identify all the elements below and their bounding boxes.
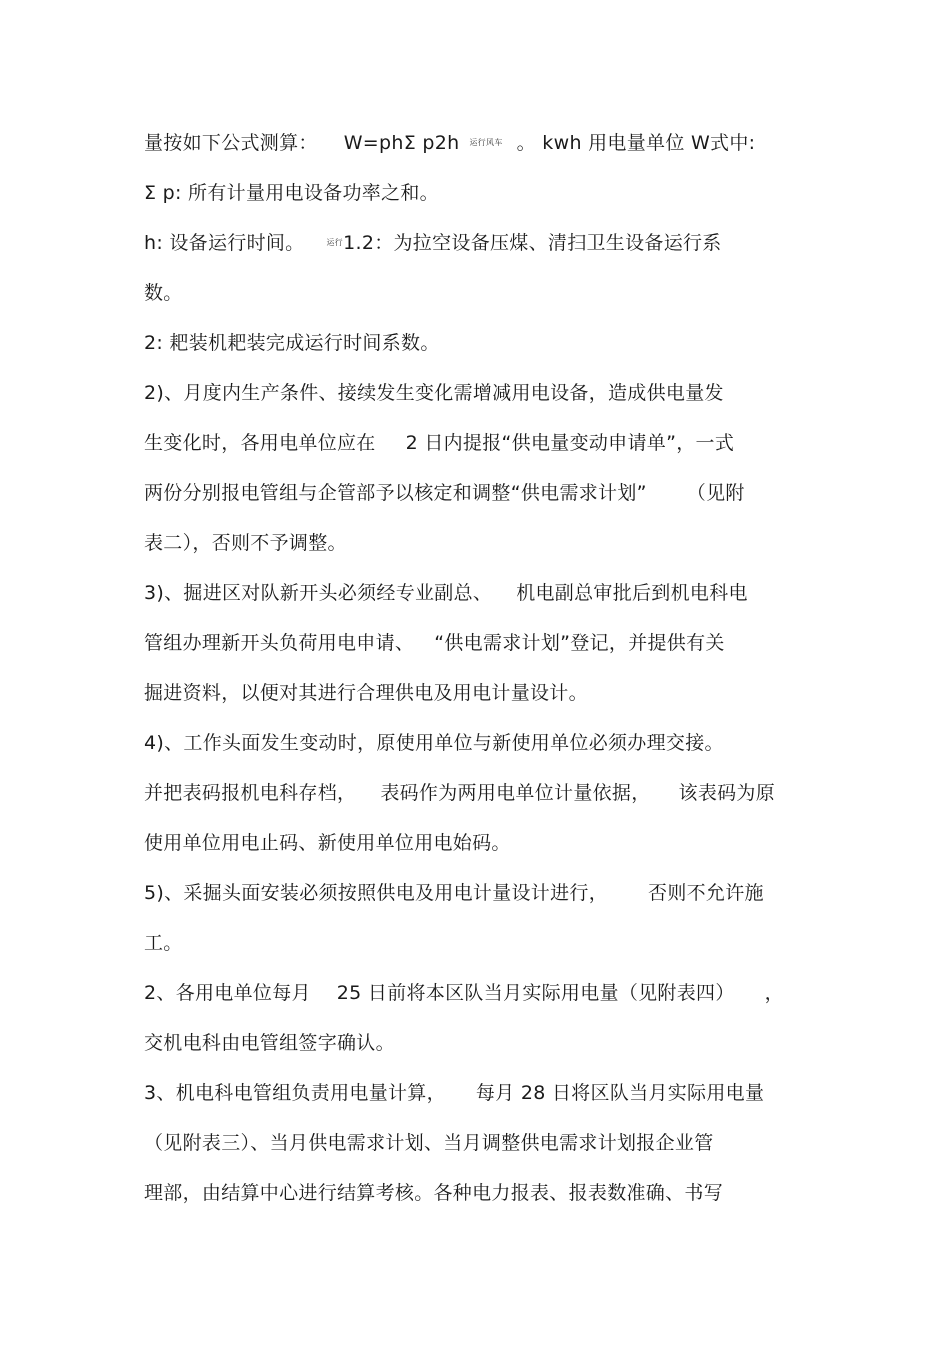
text-line-11 xyxy=(144,628,804,658)
text-segment: 。 kwh 用电量单位 W式中: xyxy=(516,132,756,154)
text-line-14 xyxy=(144,778,804,808)
text-segment: （见附表三）、当月供电需求计划、当月调整供电需求计划报企业管 xyxy=(144,1132,714,1154)
text-segment: 4)、工作头面发生变动时，原使用单位与新使用单位必须办理交接。 xyxy=(144,732,724,754)
text-line-13 xyxy=(144,728,804,758)
text-segment: 2、各用电单位每月 xyxy=(144,982,311,1004)
text-line-22 xyxy=(144,1178,804,1208)
text-line-1 xyxy=(144,128,804,158)
text-segment: 交机电科由电管组签字确认。 xyxy=(144,1032,395,1054)
text-segment: 掘进资料，以便对其进行合理供电及用电计量设计。 xyxy=(144,682,588,704)
text-segment: 2 日内提报“供电量变动申请单”，一式 xyxy=(405,432,735,454)
text-segment: 表码作为两用电单位计量依据， xyxy=(380,782,651,804)
text-segment: ， xyxy=(764,982,784,1004)
text-line-3 xyxy=(144,228,804,258)
text-segment: 3、机电科电管组负责用电量计算， xyxy=(144,1082,446,1104)
text-line-16 xyxy=(144,878,804,908)
text-segment: 理部，由结算中心进行结算考核。各种电力报表、报表数准确、书写 xyxy=(144,1182,724,1204)
text-segment: 5)、采掘头面安装必须按照供电及用电计量设计进行， xyxy=(144,882,609,904)
text-segment: 两份分别报电管组与企管部予以核定和调整“供电需求计划” xyxy=(144,482,647,504)
formula-text: W=phΣ p2h xyxy=(343,132,460,154)
text-segment: 否则不允许施 xyxy=(648,882,764,904)
text-line-5 xyxy=(144,328,804,358)
text-line-8 xyxy=(144,478,804,508)
text-segment: 该表码为原 xyxy=(678,782,776,804)
text-segment: 表二），否则不予调整。 xyxy=(144,532,347,554)
text-segment: Σ p: 所有计量用电设备功率之和。 xyxy=(144,182,439,204)
text-line-21 xyxy=(144,1128,804,1158)
text-segment: “供电需求计划”登记，并提供有关 xyxy=(434,632,725,654)
text-segment: 25 日前将本区队当月实际用电量（见附表四） xyxy=(336,982,735,1004)
text-line-6 xyxy=(144,378,804,408)
text-segment: 并把表码报机电科存档， xyxy=(144,782,357,804)
text-segment: 2: 耙装机耙装完成运行时间系数。 xyxy=(144,332,440,354)
text-line-17 xyxy=(144,928,804,958)
text-segment: 1.2：为拉空设备压煤、清扫卫生设备运行系 xyxy=(343,232,722,254)
text-segment: 数。 xyxy=(144,282,183,304)
text-segment: h: 设备运行时间。 xyxy=(144,232,305,254)
text-line-2 xyxy=(144,178,804,208)
text-segment: 使用单位用电止码、新使用单位用电始码。 xyxy=(144,832,511,854)
text-segment: 每月 28 日将区队当月实际用电量 xyxy=(475,1082,765,1104)
text-segment: 2)、月度内生产条件、接续发生变化需增减用电设备，造成供电量发 xyxy=(144,382,724,404)
text-line-19 xyxy=(144,1028,804,1058)
text-line-18 xyxy=(144,978,804,1008)
text-segment: 管组办理新开头负荷用电申请、 xyxy=(144,632,415,654)
text-segment: 生变化时，各用电单位应在 xyxy=(144,432,376,454)
text-line-4 xyxy=(144,278,804,308)
text-line-20 xyxy=(144,1078,804,1108)
text-segment: （见附 xyxy=(686,482,745,504)
text-segment: 机电副总审批后到机电科电 xyxy=(516,582,748,604)
text-line-9 xyxy=(144,528,804,558)
text-line-12 xyxy=(144,678,804,708)
text-line-10 xyxy=(144,578,804,608)
text-segment: 量按如下公式测算： xyxy=(144,132,318,154)
text-segment: 3)、掘进区对队新开头必须经专业副总、 xyxy=(144,582,493,604)
text-line-15 xyxy=(144,828,804,858)
text-line-7 xyxy=(144,428,804,458)
subscript-text: 运行风车 xyxy=(469,138,503,147)
text-segment: 工。 xyxy=(144,932,183,954)
subscript-text: 运行 xyxy=(326,238,344,247)
